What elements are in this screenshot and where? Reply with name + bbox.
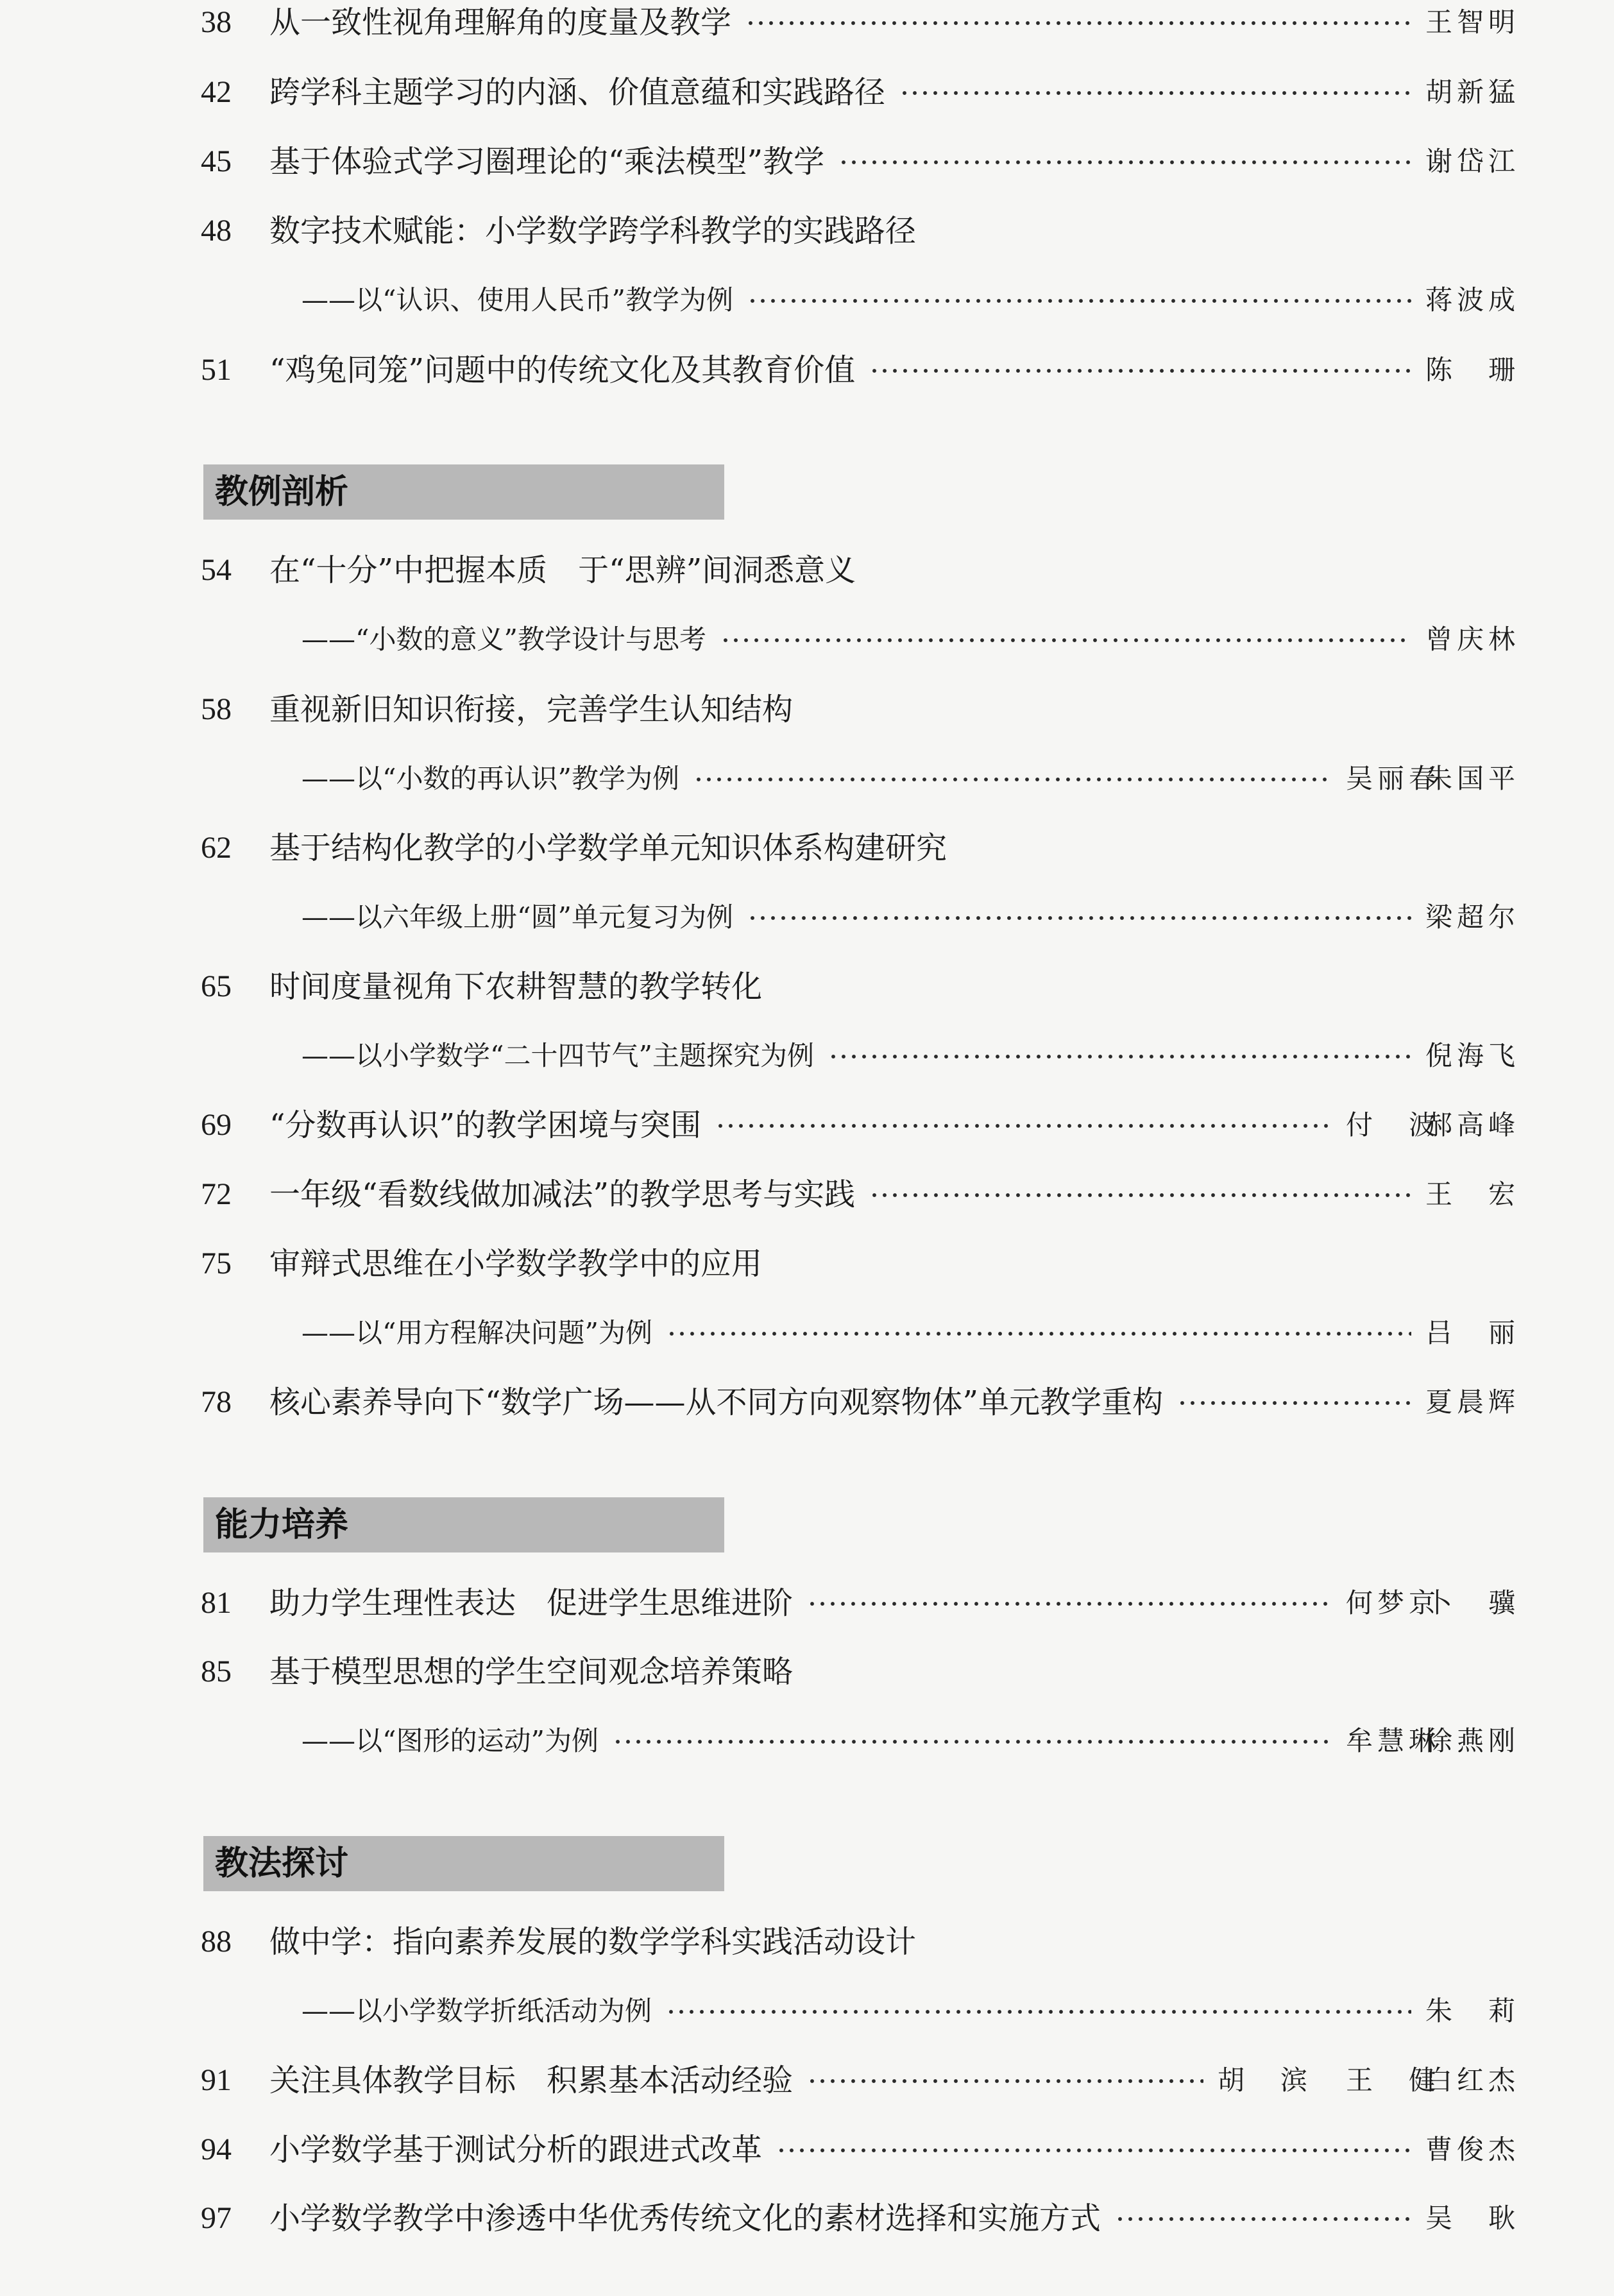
article-subtitle[interactable]: ——以六年级上册“圆”单元复习为例 [302, 901, 733, 933]
page-number: 69 [201, 1108, 232, 1142]
section-header [203, 464, 724, 520]
section-header [203, 1497, 724, 1552]
article-title[interactable]: “分数再认识”的教学困境与突围 [269, 1107, 702, 1143]
article-title[interactable]: 助力学生理性表达 促进学生思维进阶 [269, 1585, 794, 1621]
page-number: 88 [201, 1925, 232, 1959]
author-name: 谢岱江 [1425, 146, 1515, 177]
page-number: 78 [201, 1385, 232, 1419]
page-number: 38 [201, 5, 232, 39]
article-title[interactable]: 从一致性视角理解角的度量及教学 [269, 4, 732, 40]
dot-leader [720, 638, 1411, 643]
author-name: 夏晨辉 [1425, 1386, 1515, 1418]
dot-leader [613, 1739, 1332, 1744]
section-title: 教例剖析 [215, 473, 349, 511]
author-name: 曹俊杰 [1425, 2134, 1515, 2165]
page-number: 94 [201, 2132, 232, 2166]
page-number: 54 [201, 553, 232, 587]
article-title[interactable]: 基于模型思想的学生空间观念培养策略 [269, 1654, 794, 1690]
article-subtitle[interactable]: ——以小学数学“二十四节气”主题探究为例 [302, 1040, 814, 1071]
article-title[interactable]: 关注具体教学目标 积累基本活动经验 [269, 2062, 794, 2098]
article-subtitle[interactable]: ——以小学数学折纸活动为例 [302, 1995, 652, 2027]
article-title[interactable]: 重视新旧知识衔接，完善学生认知结构 [269, 692, 794, 727]
author-name: 胡 滨 [1218, 2064, 1307, 2096]
toc-entry[interactable] [0, 60, 1614, 124]
toc-entry[interactable] [0, 0, 1614, 55]
page-number: 65 [201, 969, 232, 1003]
dot-leader [667, 1331, 1411, 1336]
toc-entry[interactable] [0, 2048, 1614, 2113]
page-number: 75 [201, 1246, 232, 1280]
author-name: 朱国平 [1425, 763, 1515, 794]
article-subtitle[interactable]: ——“小数的意义”教学设计与思考 [302, 624, 706, 655]
page-number: 85 [201, 1654, 232, 1688]
toc-entry[interactable] [0, 338, 1614, 402]
author-name: 陈 珊 [1425, 354, 1515, 386]
toc-entry[interactable] [0, 538, 1614, 602]
dot-leader [745, 21, 1411, 26]
article-title[interactable]: 跨学科主题学习的内涵、价值意蕴和实践路径 [269, 74, 886, 110]
author-name: 吴丽春 [1346, 763, 1436, 794]
author-name: 蒋波成 [1425, 284, 1515, 316]
article-title[interactable]: 在“十分”中把握本质 于“思辨”间洞悉意义 [269, 552, 856, 588]
toc-subtitle-row[interactable] [0, 1979, 1614, 2043]
page-number: 97 [201, 2201, 232, 2235]
article-subtitle[interactable]: ——以“认识、使用人民币”教学为例 [302, 284, 733, 316]
dot-leader [899, 90, 1411, 96]
page-number: 62 [201, 831, 232, 865]
toc-entry[interactable] [0, 1640, 1614, 1704]
article-title[interactable]: 做中学：指向素养发展的数学学科实践活动设计 [269, 1924, 917, 1960]
page-number: 72 [201, 1177, 232, 1211]
author-name: 倪海飞 [1425, 1040, 1515, 1071]
article-title[interactable]: 基于体验式学习圈理论的“乘法模型”教学 [269, 144, 825, 180]
author-name: 吕 丽 [1425, 1317, 1515, 1348]
toc-subtitle-row[interactable] [0, 1709, 1614, 1773]
dot-leader [1177, 1400, 1411, 1406]
author-name: 曾庆林 [1425, 624, 1515, 655]
dot-leader [747, 298, 1411, 303]
toc-subtitle-row[interactable] [0, 1301, 1614, 1365]
dot-leader [828, 1054, 1411, 1059]
toc-entry[interactable] [0, 1571, 1614, 1635]
article-title[interactable]: 核心素养导向下“数学广场——从不同方向观察物体”单元教学重构 [269, 1384, 1164, 1420]
section-header [203, 1836, 724, 1891]
article-title[interactable]: 时间度量视角下农耕智慧的教学转化 [269, 969, 763, 1005]
toc-entry[interactable] [0, 1162, 1614, 1227]
page-number: 81 [201, 1586, 232, 1620]
toc-entry[interactable] [0, 1093, 1614, 1157]
toc-entry[interactable] [0, 130, 1614, 194]
page-number: 42 [201, 75, 232, 109]
toc-entry[interactable] [0, 1232, 1614, 1296]
dot-leader [869, 1193, 1411, 1198]
author-name: 徐燕刚 [1425, 1725, 1515, 1756]
author-name: 朱 莉 [1425, 1995, 1515, 2027]
toc-entry[interactable] [0, 199, 1614, 263]
toc-entry[interactable] [0, 955, 1614, 1019]
toc-subtitle-row[interactable] [0, 1024, 1614, 1088]
dot-leader [807, 1601, 1332, 1606]
page-number: 51 [201, 353, 232, 387]
author-name: 胡新猛 [1425, 76, 1515, 108]
toc-entry[interactable] [0, 1370, 1614, 1434]
author-name: 付 波 [1346, 1109, 1436, 1141]
article-title[interactable]: 小学数学基于测试分析的跟进式改革 [269, 2132, 763, 2168]
toc-entry[interactable] [0, 2186, 1614, 2250]
dot-leader [838, 160, 1411, 165]
article-subtitle[interactable]: ——以“图形的运动”为例 [302, 1725, 599, 1756]
author-name: 王 健 [1346, 2064, 1436, 2096]
article-subtitle[interactable]: ——以“小数的再认识”教学为例 [302, 763, 679, 794]
page-number: 45 [201, 144, 232, 178]
article-title[interactable]: 一年级“看数线做加减法”的教学思考与实践 [269, 1177, 856, 1212]
page-number: 58 [201, 692, 232, 726]
dot-leader [1115, 2216, 1411, 2222]
dot-leader [807, 2079, 1203, 2084]
dot-leader [747, 915, 1411, 921]
article-title[interactable]: 审辩式思维在小学数学教学中的应用 [269, 1246, 763, 1282]
author-name: 何梦京 [1346, 1587, 1436, 1619]
article-subtitle[interactable]: ——以“用方程解决问题”为例 [302, 1317, 652, 1348]
toc-entry[interactable] [0, 816, 1614, 880]
author-name: 郝高峰 [1425, 1109, 1515, 1141]
dot-leader [666, 2009, 1411, 2014]
page-number: 48 [201, 214, 232, 248]
article-title[interactable]: 小学数学教学中渗透中华优秀传统文化的素材选择和实施方式 [269, 2200, 1101, 2236]
toc-subtitle-row[interactable] [0, 608, 1614, 672]
toc-entry[interactable] [0, 2118, 1614, 2182]
page-number: 91 [201, 2063, 232, 2097]
toc-subtitle-row[interactable] [0, 885, 1614, 949]
toc-subtitle-row[interactable] [0, 747, 1614, 811]
dot-leader [869, 368, 1411, 373]
toc-entry[interactable] [0, 1910, 1614, 1974]
article-title[interactable]: “鸡兔同笼”问题中的传统文化及其教育价值 [269, 352, 856, 388]
dot-leader [715, 1123, 1332, 1128]
author-name: 王智明 [1425, 6, 1515, 38]
author-name: 牟慧琳 [1346, 1725, 1436, 1756]
dot-leader [776, 2148, 1411, 2153]
section-title: 教法探讨 [215, 1844, 349, 1883]
toc-subtitle-row[interactable] [0, 268, 1614, 332]
article-title[interactable]: 数字技术赋能：小学数学跨学科教学的实践路径 [269, 213, 917, 249]
author-name: 白红杰 [1425, 2064, 1515, 2096]
toc-entry[interactable] [0, 677, 1614, 742]
dot-leader [693, 777, 1332, 782]
section-title: 能力培养 [215, 1506, 349, 1544]
author-name: 王 宏 [1425, 1178, 1515, 1210]
author-name: 吴 耿 [1425, 2202, 1515, 2234]
article-title[interactable]: 基于结构化教学的小学数学单元知识体系构建研究 [269, 830, 947, 866]
author-name: 卜 骥 [1425, 1587, 1515, 1619]
author-name: 梁超尔 [1425, 901, 1515, 933]
